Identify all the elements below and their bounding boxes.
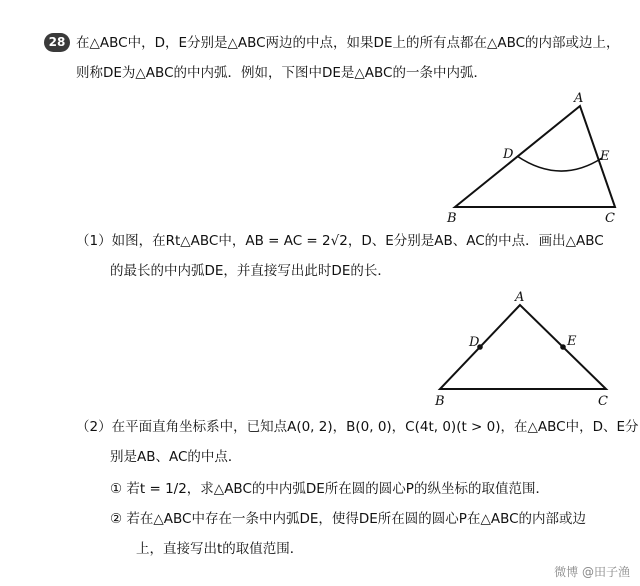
fig2-midpoint-e bbox=[560, 344, 566, 350]
part-2-line-2: 别是AB、AC的中点． bbox=[110, 449, 242, 465]
part-2-line-1: （2）在平面直角坐标系中，已知点A(0, 2)，B(0, 0)，C(4t, 0)(t > 0)，在△ABC中，D、E分 bbox=[76, 419, 639, 435]
problem-number-badge: 28 bbox=[44, 33, 70, 52]
part-2-sub-question-1: ① 若t = 1/2，求△ABC的中内弧DE所在圆的圆心P的纵坐标的取值范围． bbox=[110, 481, 549, 497]
fig2-label-d: D bbox=[469, 335, 480, 350]
fig2-label-c: C bbox=[598, 394, 608, 409]
part-2-sub-question-2-line-2: 上，直接写出t的取值范围． bbox=[136, 541, 304, 557]
fig1-label-b: B bbox=[447, 211, 457, 226]
fig2-label-e: E bbox=[567, 334, 577, 349]
fig1-label-d: D bbox=[503, 147, 514, 162]
fig1-label-c: C bbox=[605, 211, 615, 226]
problem-statement-line-2: 则称DE为△ABC的中内弧．例如，下图中DE是△ABC的一条中内弧． bbox=[76, 65, 487, 81]
fig2-label-b: B bbox=[435, 394, 445, 409]
fig1-label-e: E bbox=[600, 149, 610, 164]
fig2-label-a: A bbox=[515, 290, 525, 305]
part-1-line-1: （1）如图，在Rt△ABC中，AB = AC = 2√2，D、E分别是AB、AC的中点．画出△ABC bbox=[76, 233, 604, 249]
part-1-line-2: 的最长的中内弧DE，并直接写出此时DE的长． bbox=[110, 263, 391, 279]
part-2-sub-question-2-line-1: ② 若在△ABC中存在一条中内弧DE，使得DE所在圆的圆心P在△ABC的内部或边 bbox=[110, 511, 587, 527]
problem-statement-line-1: 在△ABC中，D，E分别是△ABC两边的中点，如果DE上的所有点都在△ABC的内部或边上， bbox=[76, 35, 620, 51]
fig1-label-a: A bbox=[574, 91, 584, 106]
watermark: 微博 @田子渔 bbox=[554, 565, 630, 579]
